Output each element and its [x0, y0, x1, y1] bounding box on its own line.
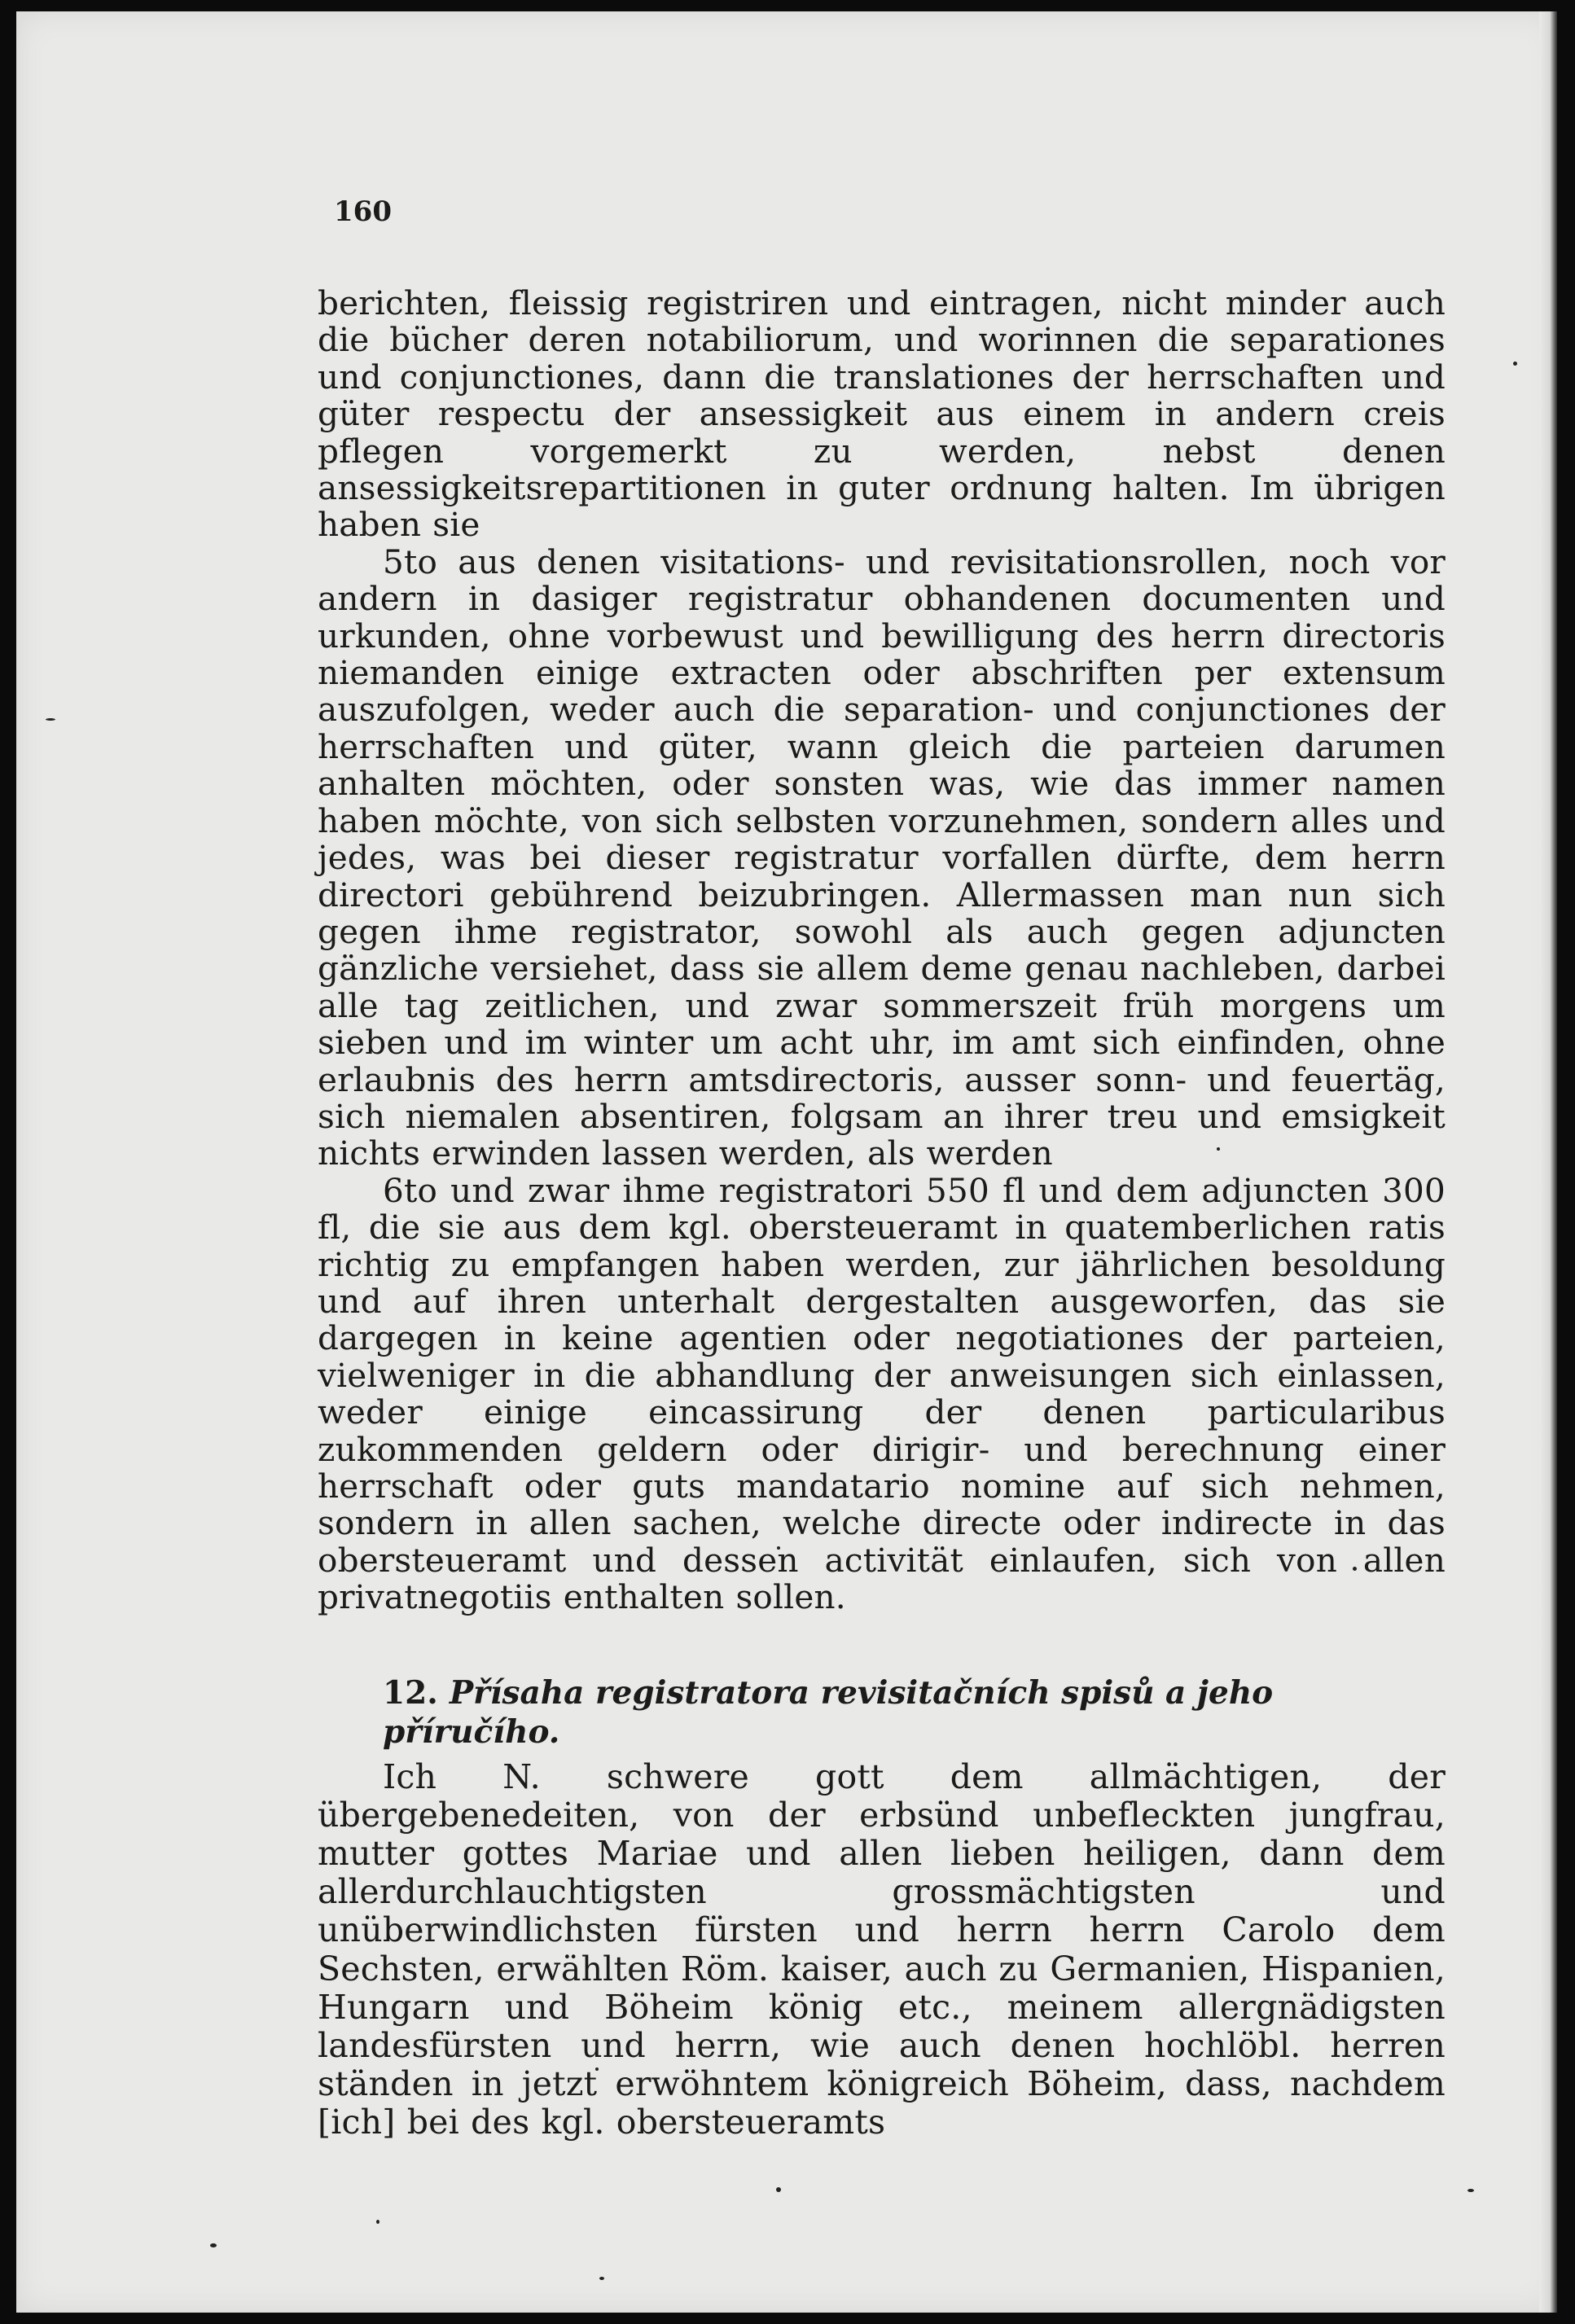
document-text	[318, 171, 1446, 2142]
oath-paragraph: Ich N. schwere gott dem allmächtigen, der übergebenedeiten, von der erbsünd unbefleckten jungfrau, mutter gottes Mariae und allen lieben heiligen, dann dem allerdurchlauchtigsten grossmächtigsten und unüberwindlichsten fürsten und herrn herrn Carolo dem Sechsten, erwählten Röm. kaiser, auch zu Germanien, Hispanien, Hungarn und Böheim könig etc., meinem allergnädigsten landesfürsten und herrn, wie auch denen hochlöbl. herren ständen in jetzt erwöhntem königreich Böheim, dass, nachdem [ich] bei des kgl. obersteueramts	[318, 1756, 1446, 2142]
scan-speck	[599, 2277, 604, 2280]
scanned-page	[16, 11, 1557, 2313]
section-number: 12.	[383, 1673, 438, 1712]
scan-speck	[376, 2220, 379, 2224]
scan-speck	[776, 2187, 781, 2192]
scan-speck	[1468, 2189, 1474, 2192]
scan-speck	[46, 718, 55, 721]
section-title: Přísaha registratora revisitačních spisů a jeho příručího.	[383, 1673, 1274, 1751]
section-heading	[383, 1673, 1446, 1752]
scan-speck	[1513, 362, 1517, 366]
page-number: 160	[334, 195, 392, 228]
scan-speck	[210, 2243, 217, 2247]
paragraph-continued: berichten, fleissig registriren und eintragen, nicht minder auch die bücher deren notabiliorum, und worinnen die separationes und conjunctiones, dann die translationes der herrschaften und güter respectu der ansessigkeit aus einem in andern creis pflegen vorgemerkt zu werden, nebst denen ansessigkeitsrepartitionen in guter ordnung halten. Im übrigen haben sie	[318, 283, 1446, 545]
paragraph-5to: 5to aus denen visitations- und revisitationsrollen, noch vor andern in dasiger registratur obhandenen documenten und urkunden, ohne vorbewust und bewilligung des herrn directoris niemanden einige extracten oder abschriften per extensum auszufolgen, weder auch die separation- und conjunctiones der herrschaften und güter, wann gleich die parteien darumen anhalten möchten, oder sonsten was, wie das immer namen haben möchte, von sich selbsten vorzunehmen, sondern alles und jedes, was bei dieser registratur vorfallen dürfte, dem herrn directori gebührend beizubringen. Allermassen man nun sich gegen ihme registrator, sowohl als auch gegen adjuncten gänzliche versiehet, dass sie allem deme genau nachleben, darbei alle tag zeitlichen, und zwar sommerszeit früh morgens um sieben und im winter um acht uhr, im amt sich einfinden, ohne erlaubnis des herrn amtsdirectoris, ausser sonn- und feuertäg, sich niemalen absentiren, folgsam an ihrer treu und emsigkeit nichts erwinden lassen werden, als werden	[318, 542, 1446, 1173]
paragraph-6to: 6to und zwar ihme registratori 550 fl und dem adjuncten 300 fl, die sie aus dem kgl. obersteueramt in quatemberlichen ratis richtig zu empfangen haben werden, zur jährlichen besoldung und auf ihren unterhalt dergestalten ausgeworfen, das sie dargegen in keine agentien oder negotiationes der parteien, vielweniger in die abhandlung der anweisungen sich einlassen, weder einige eincassirung der denen particularibus zukommenden geldern oder dirigir- und berechnung einer herrschaft oder guts mandatario nomine auf sich nehmen, sondern in allen sachen, welche directe oder indirecte in das obersteueramt und dessen activität einlaufen, sich von allen privatnegotiis enthalten sollen.	[318, 1170, 1446, 1617]
page-edge-shadow	[1539, 11, 1557, 2313]
